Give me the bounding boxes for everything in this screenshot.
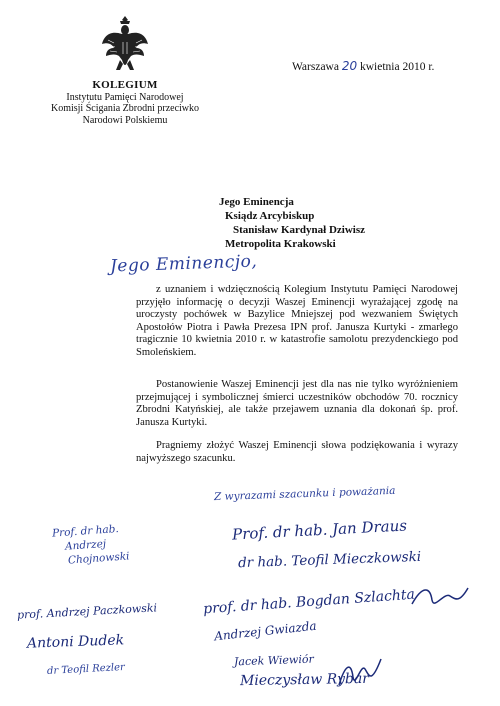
signature: Jacek Wiewiór bbox=[233, 652, 314, 669]
signature-flourish bbox=[410, 582, 470, 612]
organization-name: KOLEGIUM bbox=[92, 79, 158, 91]
addressee-line: Jego Eminencja bbox=[219, 196, 294, 208]
polish-eagle-emblem bbox=[100, 14, 150, 72]
addressee-line: Metropolita Krakowski bbox=[225, 238, 336, 250]
organization-block bbox=[40, 80, 210, 126]
addressee-line: Ksiądz Arcybiskup bbox=[225, 210, 315, 222]
signature: Antoni Dudek bbox=[26, 632, 125, 652]
date-suffix: kwietnia 2010 r. bbox=[357, 61, 435, 73]
signature: Andrzej Gwiazda bbox=[213, 618, 318, 644]
signature: Prof. dr hab. Jan Draus bbox=[231, 516, 408, 544]
signature-line: Andrzej bbox=[64, 537, 107, 553]
addressee-line: Stanisław Kardynał Dziwisz bbox=[233, 224, 366, 236]
signature: dr Teofil Rezler bbox=[46, 661, 126, 678]
salutation: Jego Eminencjo, bbox=[109, 251, 258, 277]
date-day-handwritten: 20 bbox=[341, 59, 358, 73]
handwritten-closing: Z wyrazami szacunku i poważania bbox=[213, 484, 396, 504]
body-paragraph: z uznaniem i wdzięcznością Kolegium Instytutu Pamięci Narodowej przyjęło informację o decyzji Waszej Eminencji wyrażającej zgodę na uroczysty pochówek w Bazylice Mniejszej pod wezwaniem Świętych Apostołów Piotra i Pawła Prezesa IPN prof. Janusza Kurtyki - zmarłego tragicznie 10 kwietnia 2010 r. w katastrofie samolotu prezydenckiego pod Smoleńskiem. bbox=[136, 284, 458, 358]
signature: dr hab. Teofil Mieczkowski bbox=[237, 548, 422, 572]
signature: prof. dr hab. Bogdan Szlachta bbox=[202, 586, 416, 618]
signature-line: Chojnowski bbox=[67, 550, 130, 567]
signature-line: Prof. dr hab. bbox=[51, 523, 120, 540]
signature: prof. Andrzej Paczkowski bbox=[16, 601, 158, 622]
signature-left-block bbox=[52, 521, 130, 568]
body-paragraph: Postanowienie Waszej Eminencji jest dla nas nie tylko wyróżnieniem przejmującej i symbolicznej śmierci uczestników obchodów 70. rocznicy Zbrodni Katyńskiej, ale także przejawem uznania dla dokonań śp. prof. Janusza Kurtyki. bbox=[136, 379, 458, 428]
signature-flourish bbox=[335, 655, 385, 695]
organization-line: Narodowi Polskiemu bbox=[82, 114, 168, 126]
signature: Mieczysław Rybar bbox=[239, 670, 370, 690]
body-paragraph: Pragniemy złożyć Waszej Eminencji słowa podziękowania i wyrazy najwyższego szacunku. bbox=[136, 440, 458, 464]
date-prefix: Warszawa bbox=[292, 61, 342, 73]
organization-line: Instytutu Pamięci Narodowej bbox=[66, 91, 184, 103]
organization-line: Komisji Ścigania Zbrodni przeciwko bbox=[50, 103, 200, 114]
letter-date bbox=[292, 59, 434, 73]
